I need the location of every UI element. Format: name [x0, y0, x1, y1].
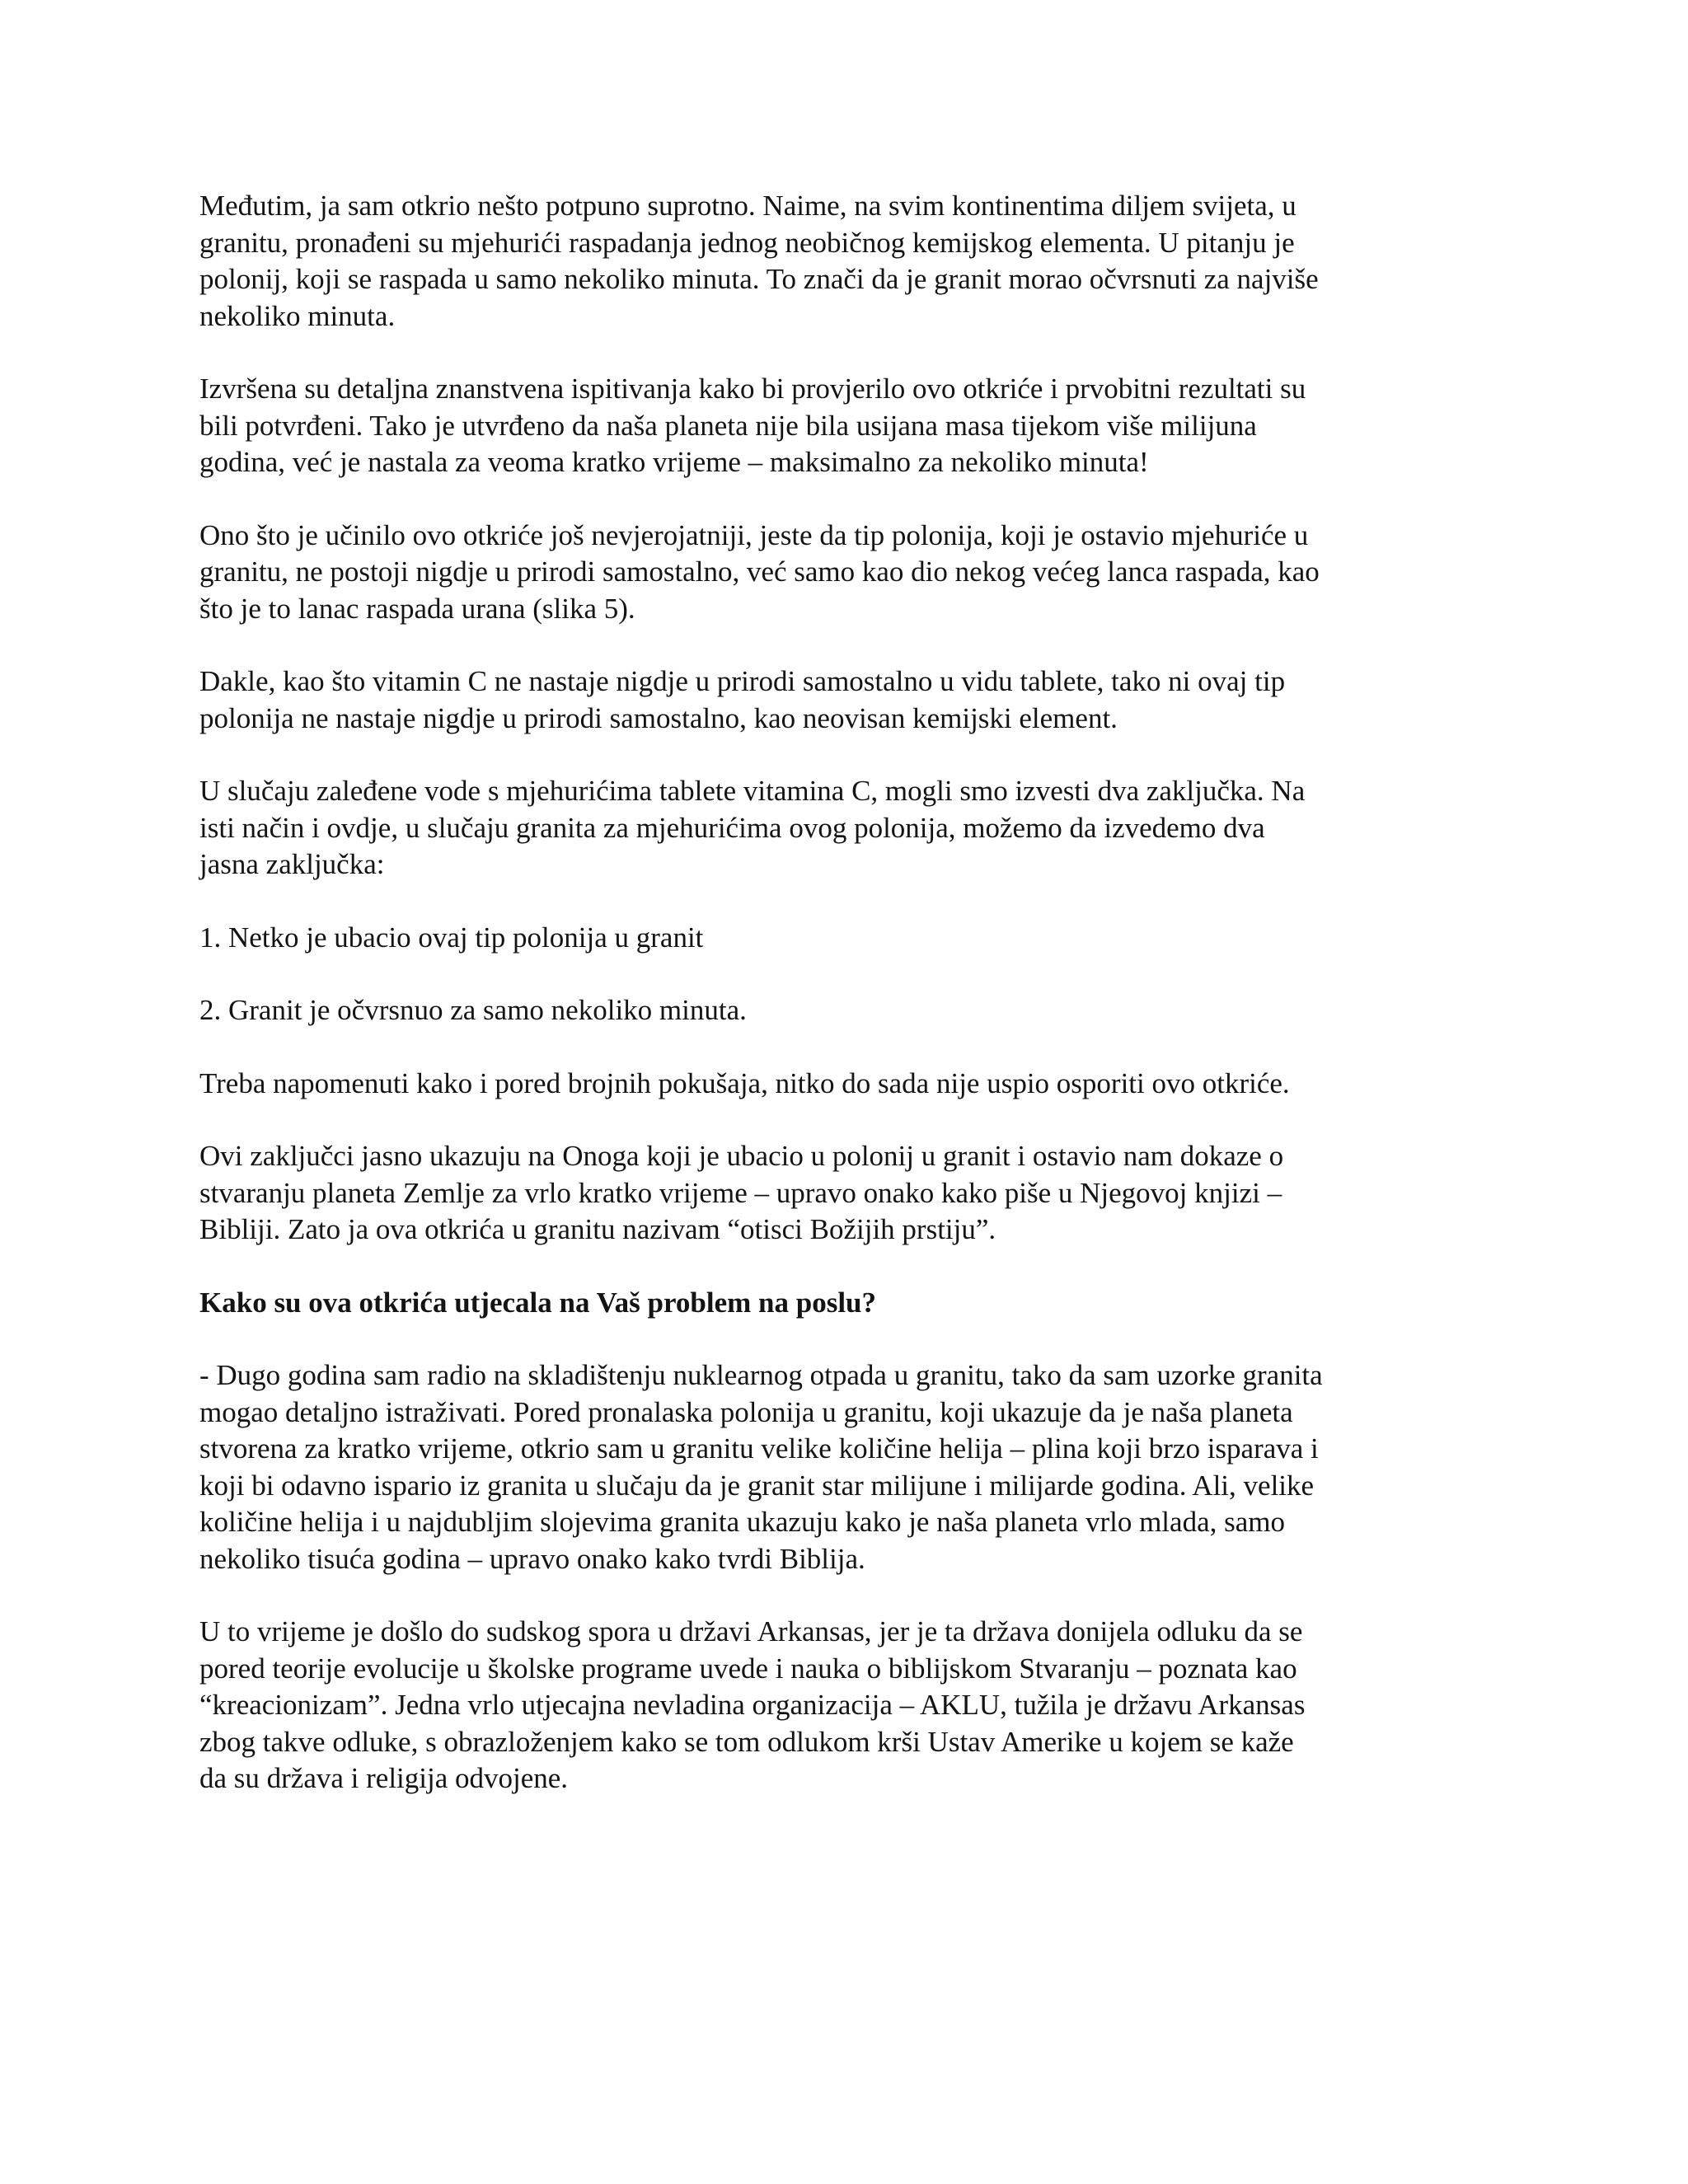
text-line: isti način i ovdje, u slučaju granita za mjehurićima ovog polonija, možemo da izvedemo dva	[199, 811, 1265, 844]
paragraph-gods-fingerprints	[199, 1138, 1518, 1249]
text-line: U slučaju zaleđene vode s mjehurićima tablete vitamina C, mogli smo izvesti dva zaključka. Na	[199, 775, 1306, 807]
text-line: stvaranju planeta Zemlje za vrlo kratko vrijeme – upravo onako kako piše u Njegovoj knjizi –	[199, 1176, 1282, 1209]
text-line: koji bi odavno ispario iz granita u slučaju da je granit star milijune i milijarde godina. Ali, velike	[199, 1469, 1315, 1502]
section-heading	[199, 1285, 1518, 1322]
text-line: Ovi zaključci jasno ukazuju na Onoga koji je ubacio u polonij u granit i ostavio nam dokaze o	[199, 1140, 1284, 1172]
conclusion-item-2	[199, 992, 1518, 1029]
text-line: polonija ne nastaje nigdje u prirodi samostalno, kao neovisan kemijski element.	[199, 701, 1118, 734]
text-line: granitu, ne postoji nigdje u prirodi samostalno, već samo kao dio nekog većeg lanca raspada, kao	[199, 555, 1320, 588]
text-line: Međutim, ja sam otkrio nešto potpuno suprotno. Naime, na svim kontinentima diljem svijeta, u	[199, 190, 1296, 222]
text-line: zbog takve odluke, s obrazloženjem kako se tom odlukom krši Ustav Amerike u kojem se kaže	[199, 1725, 1294, 1758]
text-line: stvorena za kratko vrijeme, otkrio sam u granitu velike količine helija – plina koji brzo isparava i	[199, 1432, 1319, 1465]
paragraph-arkansas-trial	[199, 1614, 1518, 1797]
text-line: “kreacionizam”. Jedna vrlo utjecajna nevladina organizacija – AKLU, tužila je državu Arkansas	[199, 1689, 1306, 1721]
paragraph-polonium-type	[199, 518, 1518, 628]
text-line: što je to lanac raspada urana (slika 5).	[199, 592, 635, 625]
text-line: 1. Netko je ubacio ovaj tip polonija u granit	[199, 921, 704, 954]
text-line: nekoliko tisuća godina – upravo onako kako tvrdi Biblija.	[199, 1542, 865, 1575]
document-page	[199, 188, 1518, 1834]
text-line: Bibliji. Zato ja ova otkrića u granitu nazivam “otisci Božijih prstiju”.	[199, 1213, 996, 1245]
text-line: Dakle, kao što vitamin C ne nastaje nigdje u prirodi samostalno u vidu tablete, tako ni ovaj tip	[199, 665, 1286, 697]
text-line: 2. Granit je očvrsnuo za samo nekoliko minuta.	[199, 994, 747, 1026]
text-line: U to vrijeme je došlo do sudskog spora u državi Arkansas, jer je ta država donijela odluku da se	[199, 1615, 1303, 1647]
text-line: količine helija i u najdubljim slojevima granita ukazuju kako je naša planeta vrlo mlada, samo	[199, 1506, 1285, 1538]
text-line: - Dugo godina sam radio na skladištenju nuklearnog otpada u granitu, tako da sam uzorke granita	[199, 1359, 1323, 1391]
paragraph-no-refutation	[199, 1066, 1518, 1103]
heading-text: Kako su ova otkrića utjecala na Vaš problem na poslu?	[199, 1286, 877, 1319]
text-line: bili potvrđeni. Tako je utvrđeno da naša planeta nije bila usijana masa tijekom više milijuna	[199, 409, 1257, 442]
text-line: nekoliko minuta.	[199, 299, 396, 332]
paragraph-scientific-tests	[199, 371, 1518, 481]
text-line: Izvršena su detaljna znanstvena ispitivanja kako bi provjerilo ovo otkriće i prvobitni rezultati su	[199, 373, 1306, 405]
paragraph-vitamin-analogy	[199, 663, 1518, 737]
conclusion-item-1	[199, 920, 1518, 957]
paragraph-helium-answer	[199, 1357, 1518, 1577]
text-line: jasna zaključka:	[199, 848, 385, 880]
text-line: godina, već je nastala za veoma kratko vrijeme – maksimalno za nekoliko minuta!	[199, 446, 1149, 478]
text-line: mogao detaljno istraživati. Pored pronalaska polonija u granitu, koji ukazuje da je naša planeta	[199, 1395, 1293, 1428]
text-line: polonij, koji se raspada u samo nekoliko minuta. To znači da je granit morao očvrsnuti za najviše	[199, 263, 1319, 295]
paragraph-conclusions-intro	[199, 773, 1518, 883]
text-line: da su država i religija odvojene.	[199, 1762, 569, 1794]
text-line: pored teorije evolucije u školske programe uvede i nauka o biblijskom Stvaranju – poznata kao	[199, 1652, 1297, 1685]
text-line: Ono što je učinilo ovo otkriće još nevjerojatniji, jeste da tip polonija, koji je ostavio mjehuriće u	[199, 518, 1309, 551]
text-line: granitu, pronađeni su mjehurići raspadanja jednog neobičnog kemijskog elementa. U pitanju je	[199, 226, 1295, 259]
text-line: Treba napomenuti kako i pored brojnih pokušaja, nitko do sada nije uspio osporiti ovo otkriće.	[199, 1066, 1290, 1099]
paragraph-polonium-discovery	[199, 188, 1518, 335]
